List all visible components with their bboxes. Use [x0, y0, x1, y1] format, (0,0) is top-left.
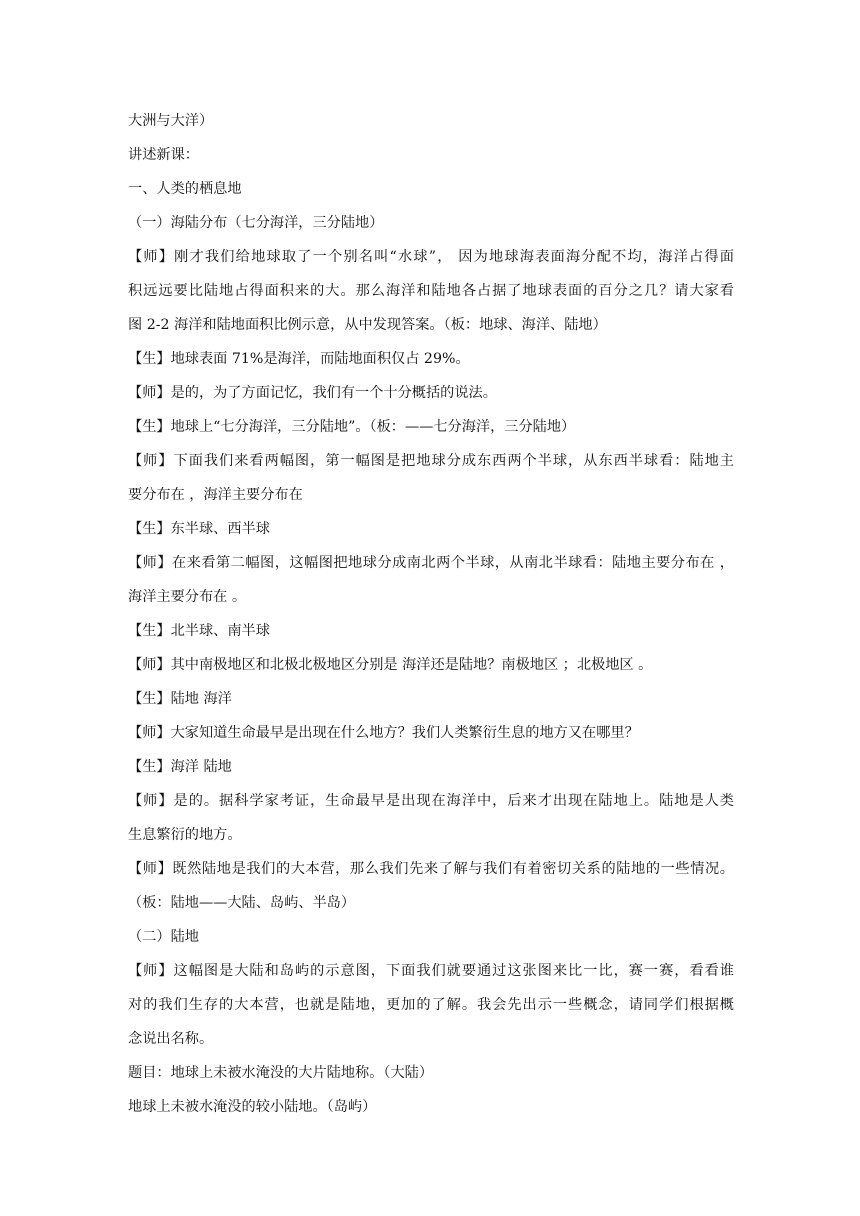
text-line: 【师】是的。据科学家考证，生命最早是出现在海洋中，后来才出现在陆地上。陆地是人类 [128, 793, 734, 809]
paragraph [128, 954, 734, 1056]
paragraph [128, 852, 734, 920]
text-line: 【师】既然陆地是我们的大本营，那么我们先来了解与我们有着密切关系的陆地的一些情况。 [128, 861, 734, 877]
paragraph [128, 240, 734, 342]
text-line: 图 2-2 海洋和陆地面积比例示意，从中发现答案。（板：地球、海洋、陆地） [128, 317, 607, 333]
text-line: 题目：地球上未被水淹没的大片陆地称。（大陆） [128, 1065, 434, 1081]
text-line: 海洋主要分布在 。 [128, 589, 247, 605]
paragraph [128, 138, 734, 172]
text-line: 【师】大家知道生命最早是出现在什么地方？我们人类繁衍生息的地方又在哪里？ [128, 725, 639, 741]
text-line: 【生】北半球、南半球 [128, 623, 270, 639]
text-line: 【师】这幅图是大陆和岛屿的示意图，下面我们就要通过这张图来比一比，赛一赛，看看谁 [128, 963, 734, 979]
text-line: 【师】其中南极地区和北极北极地区分别是 海洋还是陆地？南极地区 ；北极地区 。 [128, 657, 653, 673]
text-line: 【生】地球上“七分海洋，三分陆地”。（板：——七分海洋，三分陆地） [128, 419, 576, 435]
text-line: （二）陆地 [128, 929, 199, 945]
paragraph [128, 1090, 734, 1124]
text-line: 【师】刚才我们给地球取了一个别名叫“水球”， 因为地球海表面海分配不均，海洋占得面 [128, 249, 734, 265]
text-line: 【师】在来看第二幅图，这幅图把地球分成南北两个半球，从南北半球看：陆地主要分布在 ， [128, 555, 734, 571]
paragraph [128, 342, 734, 376]
paragraph [128, 444, 734, 512]
paragraph [128, 784, 734, 852]
paragraph [128, 104, 734, 138]
text-line: 讲述新课： [128, 147, 199, 163]
paragraph [128, 920, 734, 954]
text-line: （板：陆地——大陆、岛屿、半岛） [128, 895, 356, 911]
text-line: 念说出名称。 [128, 1031, 214, 1047]
text-line: 一、人类的栖息地 [128, 181, 242, 197]
text-line: 【生】东半球、西半球 [128, 521, 270, 537]
text-line: 生息繁衍的地方。 [128, 827, 242, 843]
text-line: （一）海陆分布（七分海洋，三分陆地） [128, 215, 384, 231]
paragraph [128, 376, 734, 410]
text-line: 【生】地球表面 71%是海洋，而陆地面积仅占 29%。 [128, 351, 470, 367]
paragraph [128, 682, 734, 716]
paragraph [128, 512, 734, 546]
text-line: 【师】是的，为了方面记忆，我们有一个十分概括的说法。 [128, 385, 497, 401]
paragraph [128, 410, 734, 444]
paragraph [128, 716, 734, 750]
text-line: 要分布在 ，海洋主要分布在 [128, 487, 303, 503]
text-line: 对的我们生存的大本营，也就是陆地，更加的了解。我会先出示一些概念，请同学们根据概 [128, 997, 734, 1013]
paragraph [128, 1056, 734, 1090]
paragraph [128, 206, 734, 240]
paragraph [128, 750, 734, 784]
text-line: 【生】海洋 陆地 [128, 759, 232, 775]
paragraph [128, 546, 734, 614]
paragraph [128, 614, 734, 648]
text-line: 积远远要比陆地占得面积来的大。那么海洋和陆地各占据了地球表面的百分之几？请大家看 [128, 283, 734, 299]
paragraph [128, 172, 734, 206]
text-line: 【师】下面我们来看两幅图，第一幅图是把地球分成东西两个半球，从东西半球看：陆地主 [128, 453, 734, 469]
text-line: 大洲与大洋） [128, 113, 214, 129]
text-line: 【生】陆地 海洋 [128, 691, 232, 707]
paragraph [128, 648, 734, 682]
document-body [128, 104, 734, 1124]
text-line: 地球上未被水淹没的较小陆地。（岛屿） [128, 1099, 377, 1115]
